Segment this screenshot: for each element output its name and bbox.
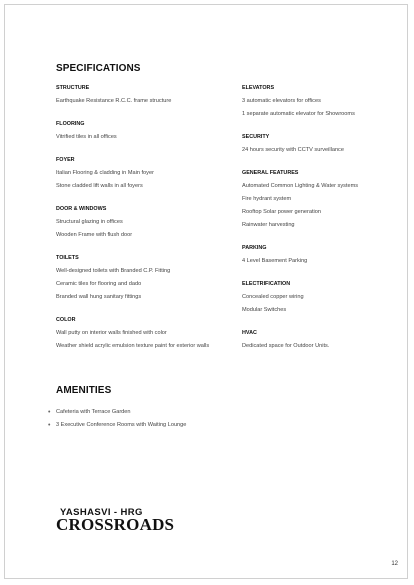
- spec-heading: DOOR & WINDOWS: [56, 206, 107, 212]
- bullet-icon: •: [48, 422, 51, 429]
- spec-group-parking: [242, 244, 414, 268]
- spec-item: Rooftop Solar power generation: [242, 209, 321, 215]
- specifications-left-column: [56, 84, 231, 353]
- spec-item: 3 automatic elevators for offices: [242, 98, 321, 104]
- spec-item: 24 hours security with CCTV surveillance: [242, 147, 344, 153]
- amenities-title: AMENITIES: [56, 385, 112, 396]
- spec-heading: ELECTRIFICATION: [242, 281, 291, 287]
- spec-heading: FLOORING: [56, 121, 85, 127]
- page-number: 12: [391, 561, 398, 567]
- spec-item: Wooden Frame with flush door: [56, 232, 133, 238]
- spec-group-general-features: [242, 169, 414, 232]
- amenities-list: [48, 406, 186, 432]
- spec-item: Modular Switches: [242, 307, 287, 313]
- spec-heading: PARKING: [242, 245, 267, 251]
- spec-group-foyer: [56, 156, 231, 193]
- spec-group-structure: [56, 84, 231, 108]
- spec-item: Dedicated space for Outdoor Units.: [242, 343, 330, 349]
- spec-item: Structural glazing in offices: [56, 219, 123, 225]
- spec-item: Automated Common Lighting & Water systems: [242, 183, 359, 189]
- spec-heading: HVAC: [242, 330, 257, 336]
- spec-group-flooring: [56, 120, 231, 144]
- spec-heading: COLOR: [56, 317, 76, 323]
- spec-group-color: [56, 316, 231, 353]
- specifications-right-column: [242, 84, 414, 353]
- amenity-item: [48, 406, 186, 419]
- specifications-title: SPECIFICATIONS: [56, 63, 141, 74]
- spec-item: Stone cladded lift walls in all foyers: [56, 183, 143, 189]
- spec-group-toilets: [56, 254, 231, 304]
- spec-item: 1 separate automatic elevator for Showrooms: [242, 111, 355, 117]
- spec-heading: FOYER: [56, 157, 75, 163]
- spec-heading: ELEVATORS: [242, 85, 275, 91]
- amenity-label: 3 Executive Conference Rooms with Waiting Lounge: [56, 422, 187, 428]
- spec-group-electrification: [242, 280, 414, 317]
- spec-item: 4 Level Basement Parking: [242, 258, 308, 264]
- bullet-icon: •: [48, 409, 51, 416]
- brand-subtitle: YASHASVI - HRG: [60, 507, 143, 518]
- spec-item: Concealed copper wiring: [242, 294, 304, 300]
- spec-heading: GENERAL FEATURES: [242, 170, 299, 176]
- spec-item: Rainwater harvesting: [242, 222, 295, 228]
- spec-item: Italian Flooring & cladding in Main foyer: [56, 170, 154, 176]
- spec-group-security: [242, 133, 414, 157]
- spec-item: Branded wall hung sanitary fittings: [56, 294, 142, 300]
- spec-group-door-windows: [56, 205, 231, 242]
- amenity-label: Cafeteria with Terrace Garden: [56, 409, 131, 415]
- spec-heading: STRUCTURE: [56, 85, 90, 91]
- spec-group-elevators: [242, 84, 414, 121]
- spec-item: Wall putty on interior walls finished with color: [56, 330, 167, 336]
- spec-item: Earthquake Resistance R.C.C. frame structure: [56, 98, 172, 104]
- spec-group-hvac: [242, 329, 414, 353]
- spec-heading: TOILETS: [56, 255, 79, 261]
- spec-item: Well-designed toilets with Branded C.P. Fitting: [56, 268, 171, 274]
- spec-item: Weather shield acrylic emulsion texture paint for exterior walls: [56, 343, 210, 349]
- spec-item: Ceramic tiles for flooring and dado: [56, 281, 142, 287]
- spec-item: Fire hydrant system: [242, 196, 292, 202]
- spec-item: Vitrified tiles in all offices: [56, 134, 117, 140]
- spec-heading: SECURITY: [242, 134, 270, 140]
- amenity-item: [48, 419, 186, 432]
- brand-name: CROSSROADS: [56, 515, 175, 534]
